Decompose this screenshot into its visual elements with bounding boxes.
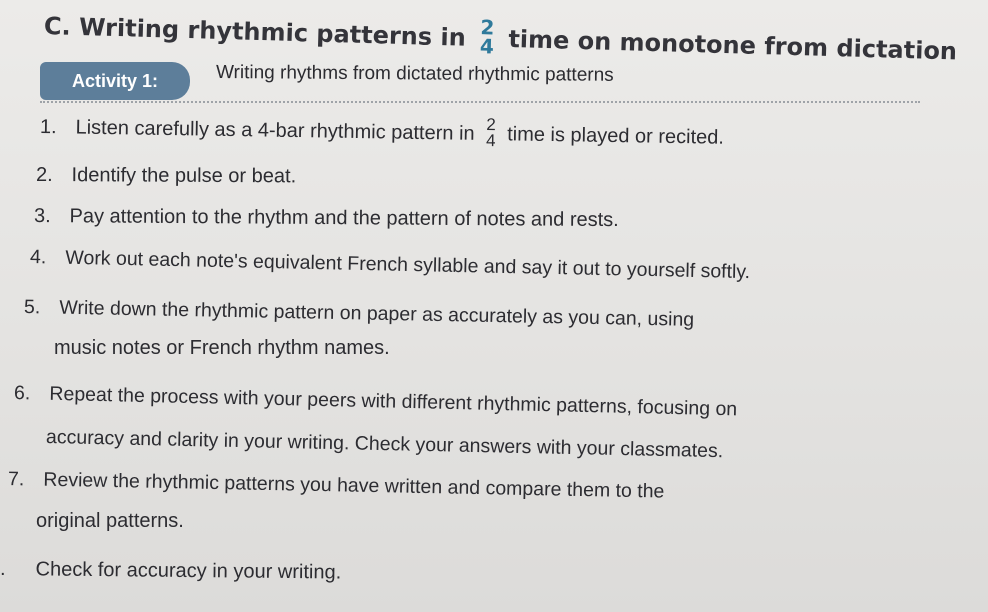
step-number: 6. — [13, 382, 31, 405]
step-text: Work out each note's equivalent French syllable and say it out to yourself softly. — [65, 246, 751, 284]
time-signature-top: 2 — [480, 15, 495, 40]
step-number: 4. — [29, 246, 47, 269]
step-time-signature — [486, 117, 496, 149]
step-text: Write down the rhythmic pattern on paper as accurately as you can, using — [59, 296, 695, 331]
time-signature — [479, 15, 495, 59]
step-number: 7. — [7, 468, 25, 491]
time-signature-bottom: 4 — [479, 34, 495, 59]
step-text: Repeat the process with your peers with different rhythmic patterns, focusing on — [49, 382, 738, 421]
step-text-continued: original patterns. — [36, 510, 184, 532]
step-text: Listen carefully as a 4-bar rhythmic pattern in — [75, 116, 475, 146]
list-item — [14, 382, 738, 421]
list-item — [30, 246, 751, 284]
step-text: Identify the pulse or beat. — [71, 164, 297, 188]
activity-badge — [40, 62, 190, 100]
list-item — [0, 558, 341, 585]
step-time-signature-top: 2 — [486, 115, 496, 135]
list-item — [40, 112, 724, 155]
step-text: Review the rhythmic patterns you have written and compare them to the — [43, 468, 665, 503]
step-text-end: time is played or recited. — [507, 123, 725, 150]
step-text-continued: music notes or French rhythm names. — [54, 337, 390, 359]
list-item — [8, 468, 665, 504]
dotted-divider — [40, 101, 920, 103]
step-time-signature-bottom: 4 — [485, 131, 496, 151]
step-number: 1. — [39, 116, 57, 139]
list-item — [36, 164, 296, 188]
list-item — [34, 205, 619, 232]
step-text: Check for accuracy in your writing. — [35, 558, 342, 584]
activity-badge-label: Activity 1: — [71, 70, 159, 91]
step-text: Pay attention to the rhythm and the pattern of notes and rests. — [69, 205, 619, 232]
step-number: 2. — [35, 164, 53, 187]
step-number: . — [0, 558, 6, 581]
activity-title: Writing rhythms from dictated rhythmic patterns — [215, 62, 614, 86]
step-text-continued: accuracy and clarity in your writing. Check your answers with your classmates. — [45, 426, 724, 463]
heading-prefix: C. Writing rhythmic patterns in — [43, 12, 467, 52]
section-heading — [43, 8, 957, 71]
step-number: 3. — [33, 205, 51, 228]
step-number: 5. — [23, 296, 41, 319]
list-item — [24, 296, 695, 332]
heading-suffix: time on monotone from dictation — [508, 24, 958, 66]
